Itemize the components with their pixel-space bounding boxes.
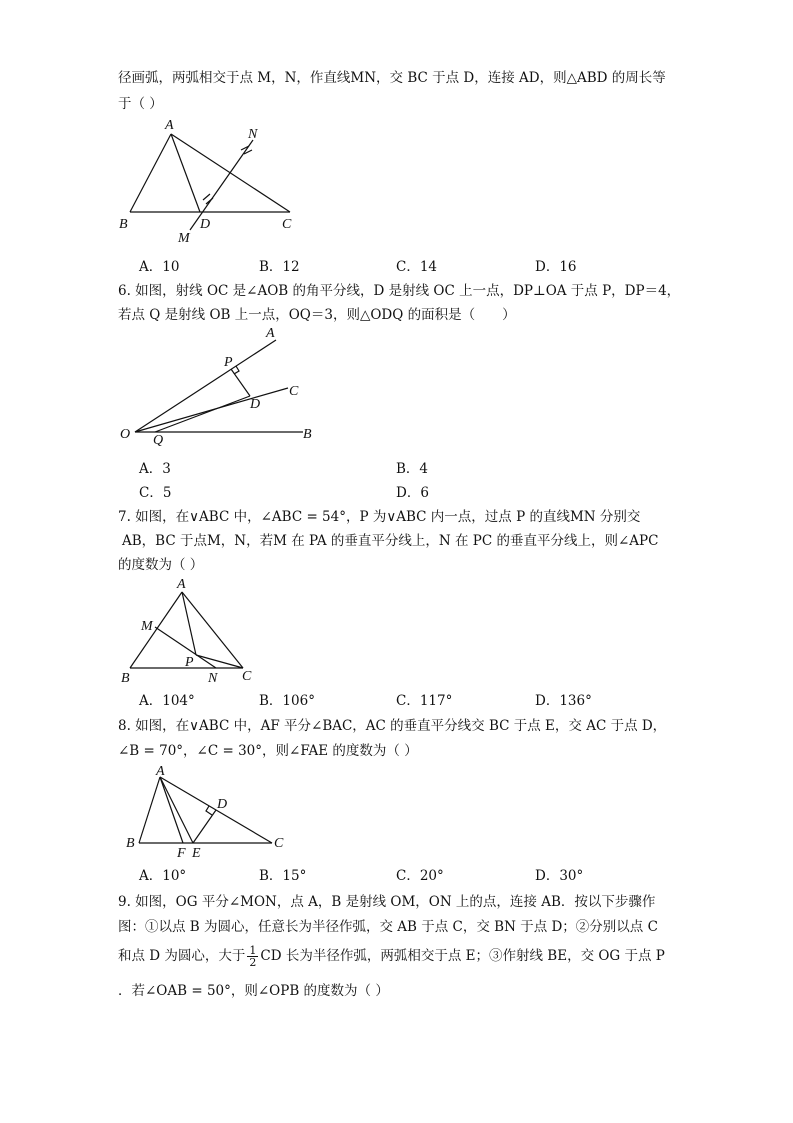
q8-option-c[interactable]: C．20° bbox=[396, 868, 444, 884]
q6-text-line2: 若点 Q 是射线 OB 上一点，OQ＝3，则△ODQ 的面积是（ ） bbox=[118, 307, 516, 323]
q8-seg-ab bbox=[139, 777, 160, 843]
q7-option-b[interactable]: B．106° bbox=[259, 693, 315, 709]
q9-text-line1: 9. 如图，OG 平分∠MON，点 A，B 是射线 OM，ON 上的点，连接 AB．按以下步骤作 bbox=[118, 894, 656, 910]
q5-option-b[interactable]: B．12 bbox=[259, 259, 300, 275]
q9-fraction-denominator: 2 bbox=[249, 956, 257, 969]
q7-label-b: B bbox=[121, 671, 130, 686]
q9-fraction-half bbox=[247, 945, 258, 968]
q9-text-line2: 图：①以点 B 为圆心，任意长为半径作弧，交 AB 于点 C，交 BN 于点 D；②分别以点 C bbox=[118, 919, 658, 935]
q5-option-c[interactable]: C．14 bbox=[396, 259, 438, 275]
q7-option-d[interactable]: D．136° bbox=[535, 693, 592, 709]
q8-label-d: D bbox=[217, 797, 228, 812]
q9-text-line4: ．若∠OAB = 50°，则∠OPB 的度数为（ ） bbox=[118, 983, 389, 999]
q8-label-c: C bbox=[274, 836, 284, 851]
q7-text-line3: 的度数为（ ） bbox=[118, 557, 204, 573]
q7-text-line2: AB，BC 于点M，N，若M 在 PA 的垂直平分线上，N 在 PC 的垂直平分线上，则∠APC bbox=[122, 533, 659, 549]
q6-label-d: D bbox=[250, 397, 261, 412]
q6-option-c[interactable]: C．5 bbox=[139, 485, 172, 501]
q5-option-a[interactable]: A．10 bbox=[139, 259, 180, 275]
q5-option-d[interactable]: D．16 bbox=[535, 259, 577, 275]
q8-label-e: E bbox=[192, 846, 201, 861]
q7-label-c: C bbox=[242, 669, 252, 684]
q8-label-f: F bbox=[177, 846, 186, 861]
q5-label-b: B bbox=[119, 217, 128, 232]
q9-text-line3-part2: CD 长为半径作弧，两弧相交于点 E；③作射线 BE，交 OG 于点 P bbox=[260, 948, 665, 964]
q8-text-line1: 8. 如图，在∨ABC 中，AF 平分∠BAC，AC 的垂直平分线交 BC 于点 E，交 AC 于点 D， bbox=[118, 718, 667, 734]
q9-fraction-numerator: 1 bbox=[249, 944, 257, 957]
q5-text-line2: 于（ ） bbox=[118, 96, 163, 112]
q5-label-d: D bbox=[200, 217, 211, 232]
q5-label-c: C bbox=[282, 217, 292, 232]
q8-label-b: B bbox=[126, 836, 135, 851]
q6-option-b[interactable]: B．4 bbox=[396, 461, 429, 477]
q5-label-a: A bbox=[165, 118, 174, 133]
q6-label-o: O bbox=[120, 427, 131, 442]
q6-label-q: Q bbox=[153, 433, 164, 448]
q6-label-b: B bbox=[303, 427, 312, 442]
q6-option-a[interactable]: A．3 bbox=[139, 461, 171, 477]
q6-label-c: C bbox=[289, 384, 299, 399]
q8-text-line2: ∠B = 70°，∠C = 30°，则∠FAE 的度数为（ ） bbox=[118, 743, 418, 759]
q8-seg-af bbox=[160, 777, 183, 843]
q8-option-b[interactable]: B．15° bbox=[259, 868, 307, 884]
q5-text-line1: 径画弧，两弧相交于点 M，N，作直线MN，交 BC 于点 D，连接 AD，则△ABD 的周长等 bbox=[118, 70, 666, 86]
q8-option-a[interactable]: A．10° bbox=[139, 868, 187, 884]
q6-label-p: P bbox=[224, 355, 233, 370]
q8-label-a: A bbox=[156, 764, 165, 779]
q5-label-n: N bbox=[248, 127, 258, 142]
q7-option-c[interactable]: C．117° bbox=[396, 693, 453, 709]
q7-text-line1: 7. 如图，在∨ABC 中，∠ABC = 54°，P 为∨ABC 内一点，过点 P 的直线MN 分别交 bbox=[118, 509, 641, 525]
q9-text-line3-part1: 和点 D 为圆心，大于 bbox=[118, 948, 246, 964]
q9-text-line3 bbox=[118, 944, 665, 968]
q7-label-a: A bbox=[177, 577, 186, 592]
q6-option-d[interactable]: D．6 bbox=[396, 485, 429, 501]
q5-label-m: M bbox=[178, 231, 190, 246]
q6-label-a: A bbox=[266, 326, 275, 341]
q7-label-p: P bbox=[185, 655, 194, 670]
q7-option-a[interactable]: A．104° bbox=[139, 693, 195, 709]
q8-option-d[interactable]: D．30° bbox=[535, 868, 584, 884]
q7-label-n: N bbox=[208, 671, 218, 686]
q6-text-line1: 6. 如图，射线 OC 是∠AOB 的角平分线，D 是射线 OC 上一点，DP⊥OA 于点 P，DP＝4， bbox=[118, 283, 681, 299]
q7-label-m: M bbox=[141, 619, 153, 634]
q8-seg-ed bbox=[193, 810, 216, 843]
